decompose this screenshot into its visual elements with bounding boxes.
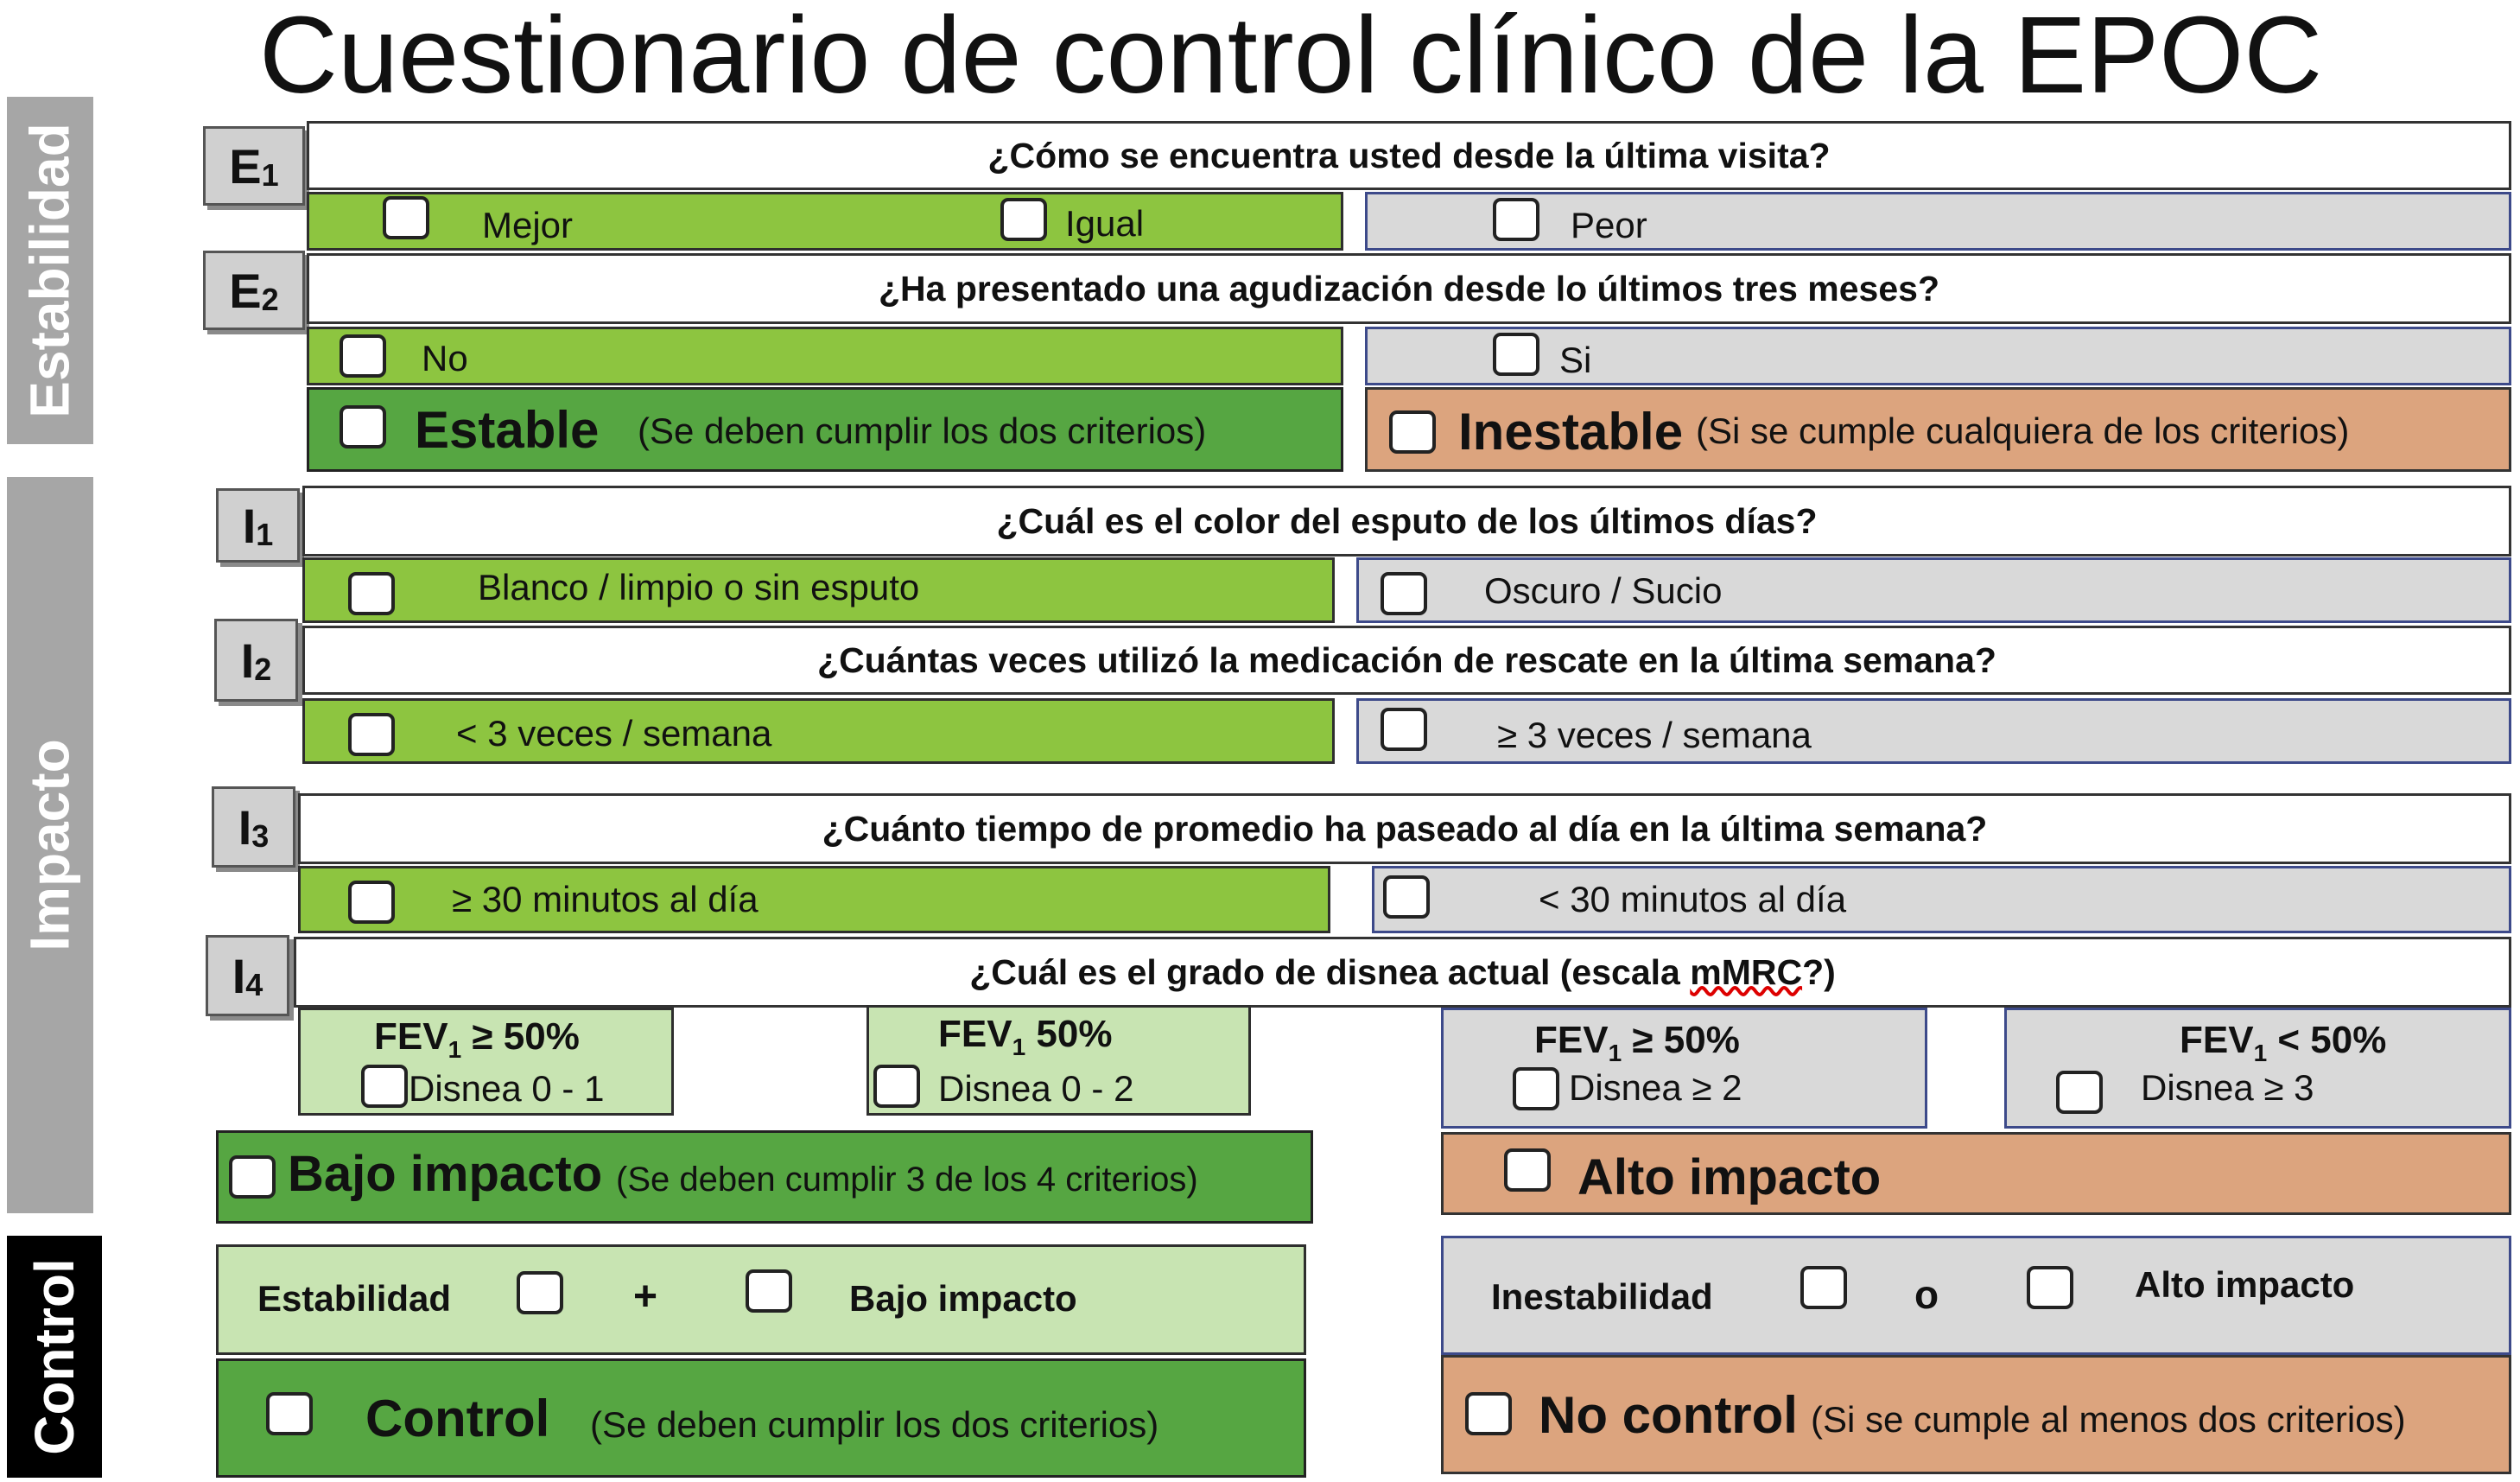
estable-title: Estable	[415, 401, 600, 459]
i3-label	[212, 786, 295, 868]
i4-question-a: ¿Cuál es el grado de disnea actual (escala	[969, 951, 1691, 992]
checkbox-mejor[interactable]	[383, 196, 429, 239]
i2-sub: 2	[254, 652, 272, 687]
control-bajo-impacto-label: Bajo impacto	[849, 1278, 1077, 1319]
fev-box-1-label: $FEV_1 \ge 50\%$	[374, 1015, 580, 1063]
bajo-impacto-box	[216, 1130, 1313, 1224]
i1-green-row	[302, 557, 1335, 623]
control-conditions-left	[216, 1244, 1306, 1355]
bajo-impacto-note: (Se deben cumplir 3 de los 4 criterios)	[616, 1161, 1198, 1199]
i3-question: ¿Cuánto tiempo de promedio ha paseado al día en la última semana?	[298, 793, 2511, 864]
control-note: (Se deben cumplir los dos criterios)	[590, 1404, 1159, 1445]
checkbox-control-estabilidad[interactable]	[517, 1271, 563, 1314]
i3-letter: I	[238, 799, 252, 855]
option-oscuro: Oscuro / Sucio	[1484, 570, 1723, 611]
checkbox-disnea-0-2[interactable]	[873, 1065, 920, 1108]
no-control-box	[1441, 1355, 2511, 1474]
e2-letter: E	[229, 263, 262, 318]
checkbox-control-inestabilidad[interactable]	[1800, 1266, 1847, 1309]
i3-green-row	[298, 866, 1330, 933]
i4-sub: 4	[245, 967, 263, 1002]
checkbox-si[interactable]	[1493, 333, 1539, 376]
page-title: Cuestionario de control clínico de la EPOC	[259, 0, 2323, 116]
fev-box-3	[1441, 1008, 1927, 1129]
no-control-note: (Si se cumple al menos dos criterios)	[1811, 1399, 2406, 1440]
checkbox-control-bajo-impacto[interactable]	[746, 1269, 792, 1313]
option-mejor: Mejor	[482, 205, 574, 245]
section-estabilidad-label: Estabilidad	[19, 123, 81, 418]
fev-box-3-label: $FEV_1 \ge 50\%$	[1534, 1019, 1740, 1066]
checkbox-no[interactable]	[340, 334, 386, 378]
checkbox-alto-impacto[interactable]	[1504, 1148, 1551, 1192]
fev-box-3-disnea: Disnea ≥ 2	[1569, 1067, 1742, 1108]
section-control-bar	[7, 1236, 102, 1478]
i2-green-row	[302, 698, 1335, 764]
inestable-title: Inestable	[1458, 403, 1684, 461]
checkbox-menos-30-min[interactable]	[1383, 875, 1430, 919]
i2-letter: I	[240, 633, 255, 688]
section-control-label: Control	[23, 1258, 86, 1455]
option-mas-3-veces: ≥ 3 veces / semana	[1497, 715, 1812, 755]
section-impacto-label: Impacto	[19, 739, 81, 951]
section-impacto-bar	[7, 477, 93, 1213]
control-title: Control	[365, 1390, 550, 1447]
option-blanco: Blanco / limpio o sin esputo	[478, 567, 920, 607]
i1-letter: I	[242, 498, 257, 553]
i1-label	[216, 488, 300, 563]
i1-sub: 1	[256, 517, 274, 552]
control-estabilidad-label: Estabilidad	[257, 1278, 452, 1319]
e2-sub: 2	[261, 282, 279, 317]
fev-box-2-label: $FEV_1$ 50%	[938, 1013, 1113, 1060]
option-mas-30-min: ≥ 30 minutos al día	[452, 879, 759, 919]
checkbox-inestable[interactable]	[1389, 410, 1436, 454]
i1-question: ¿Cuál es el color del esputo de los últimos días?	[302, 486, 2511, 557]
e1-green-row	[307, 192, 1343, 251]
i4-label	[206, 935, 289, 1016]
i1-gray-row	[1356, 557, 2511, 623]
fev-box-4-disnea: Disnea ≥ 3	[2141, 1067, 2314, 1108]
estable-box	[307, 387, 1343, 472]
fev-box-2	[866, 1005, 1251, 1116]
control-inestabilidad-label: Inestabilidad	[1491, 1276, 1713, 1317]
checkbox-estable[interactable]	[340, 405, 386, 448]
checkbox-no-control[interactable]	[1465, 1392, 1512, 1435]
option-peor: Peor	[1571, 205, 1647, 245]
checkbox-peor[interactable]	[1493, 198, 1539, 241]
estable-note: (Se deben cumplir los dos criterios)	[638, 410, 1207, 451]
control-conditions-right	[1441, 1236, 2511, 1355]
alto-impacto-title: Alto impacto	[1577, 1149, 1882, 1205]
i4-question	[294, 937, 2511, 1008]
e1-label	[203, 126, 305, 206]
i2-gray-row	[1356, 698, 2511, 764]
option-igual: Igual	[1065, 203, 1145, 244]
checkbox-disnea-3[interactable]	[2056, 1071, 2103, 1114]
i3-gray-row	[1372, 866, 2511, 933]
checkbox-mas-3-veces[interactable]	[1381, 708, 1427, 751]
e1-question: ¿Cómo se encuentra usted desde la última visita?	[307, 121, 2511, 190]
checkbox-disnea-0-1[interactable]	[361, 1065, 408, 1108]
control-alto-impacto-label: Alto impacto	[2135, 1264, 2355, 1305]
fev-box-1	[298, 1008, 674, 1116]
bajo-impacto-title: Bajo impacto	[288, 1146, 603, 1202]
e1-gray-row	[1365, 192, 2511, 251]
checkbox-bajo-impacto[interactable]	[229, 1155, 276, 1199]
checkbox-disnea-2[interactable]	[1513, 1067, 1559, 1110]
fev-box-2-disnea: Disnea 0 - 2	[938, 1068, 1134, 1109]
option-menos-30-min: < 30 minutos al día	[1539, 879, 1847, 919]
section-estabilidad-bar	[7, 97, 93, 444]
checkbox-oscuro[interactable]	[1381, 572, 1427, 615]
option-no: No	[422, 338, 468, 378]
fev-box-4	[2004, 1008, 2511, 1129]
alto-impacto-box	[1441, 1132, 2511, 1215]
i2-question: ¿Cuántas veces utilizó la medicación de rescate en la última semana?	[302, 626, 2511, 695]
i3-sub: 3	[251, 818, 270, 854]
no-control-title: No control	[1539, 1386, 1798, 1444]
e2-green-row	[307, 327, 1343, 385]
i4-letter: I	[232, 948, 246, 1003]
control-box	[216, 1358, 1306, 1478]
control-plus: +	[633, 1274, 658, 1320]
checkbox-mas-30-min[interactable]	[348, 881, 395, 924]
e1-sub: 1	[261, 157, 279, 193]
option-si: Si	[1559, 340, 1592, 380]
checkbox-control-alto-impacto[interactable]	[2027, 1266, 2073, 1309]
e2-gray-row	[1365, 327, 2511, 385]
inestable-box	[1365, 387, 2511, 472]
e2-question: ¿Ha presentado una agudización desde lo últimos tres meses?	[307, 253, 2511, 324]
checkbox-menos-3-veces[interactable]	[348, 713, 395, 756]
inestable-note: (Si se cumple cualquiera de los criterios)	[1696, 410, 2350, 451]
fev-box-4-label: $FEV_1 < 50\%$	[2180, 1019, 2387, 1066]
control-or: o	[1914, 1272, 1939, 1317]
checkbox-igual[interactable]	[1000, 198, 1047, 241]
e2-label	[203, 251, 305, 330]
e1-letter: E	[229, 138, 262, 194]
checkbox-control[interactable]	[266, 1392, 313, 1435]
i4-question-c: ?)	[1802, 951, 1836, 992]
i4-question-mmrc: mMRC	[1690, 951, 1803, 992]
i2-label	[214, 619, 298, 702]
option-menos-3-veces: < 3 veces / semana	[456, 713, 772, 754]
fev-box-1-disnea: Disnea 0 - 1	[409, 1068, 605, 1109]
checkbox-blanco[interactable]	[348, 572, 395, 615]
